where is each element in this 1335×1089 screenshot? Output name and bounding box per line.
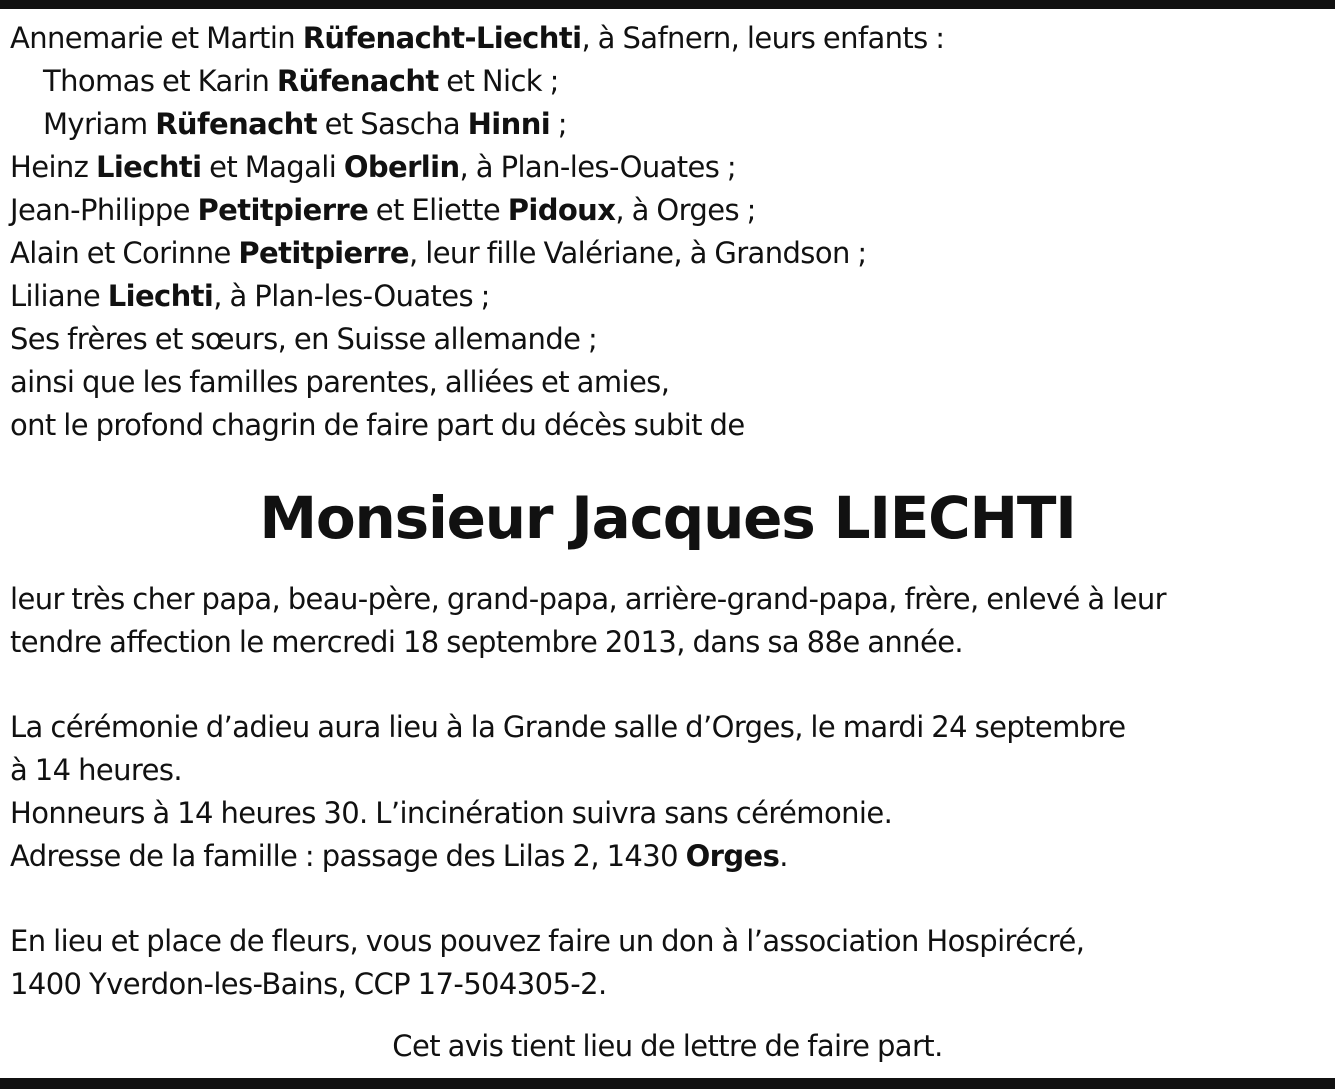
surname: Liechti — [107, 279, 214, 313]
surname: Pidoux — [507, 193, 616, 227]
text: Thomas et Karin — [43, 64, 277, 98]
bottom-border-rule — [0, 1078, 1335, 1089]
paragraph-gap — [10, 664, 1325, 706]
honours-line: Honneurs à 14 heures 30. L’incinération suivra sans cérémonie. — [10, 796, 893, 830]
text: Myriam — [43, 107, 156, 141]
surname: Petitpierre — [238, 236, 409, 270]
text: et Eliette — [368, 193, 508, 227]
death-details-line-1: leur très cher papa, beau-père, grand-papa, arrière-grand-papa, frère, enlevé à leur — [10, 582, 1166, 616]
family-line-1 — [10, 17, 1325, 60]
town: Orges — [685, 839, 780, 873]
surname: Hinni — [467, 107, 551, 141]
paragraph-gap — [10, 878, 1325, 920]
text: Alain et Corinne — [10, 236, 239, 270]
text: ; — [550, 107, 567, 141]
announcement-intro: ont le profond chagrin de faire part du décès subit de — [10, 408, 745, 442]
text: Heinz — [10, 150, 96, 184]
donation-line-1: En lieu et place de fleurs, vous pouvez faire un don à l’association Hospirécré, — [10, 924, 1085, 958]
family-line-5 — [10, 189, 1325, 232]
text: , leur fille Valériane, à Grandson ; — [409, 236, 867, 270]
family-line-2 — [10, 60, 1325, 103]
text: Liliane — [10, 279, 108, 313]
family-address-line — [10, 835, 1325, 878]
text: Adresse de la famille : passage des Lilas 2, 1430 — [10, 839, 686, 873]
surname: Rüfenacht — [276, 64, 439, 98]
surname: Petitpierre — [197, 193, 369, 227]
family-line-4 — [10, 146, 1325, 189]
ceremony-line-1: La cérémonie d’adieu aura lieu à la Grande salle d’Orges, le mardi 24 septembre — [10, 710, 1126, 744]
family-line-6 — [10, 232, 1325, 275]
top-border-rule — [0, 0, 1335, 9]
family-line-8: Ses frères et sœurs, en Suisse allemande ; — [10, 322, 598, 356]
announcement-body — [10, 578, 1325, 1006]
text: et Nick ; — [438, 64, 559, 98]
text: et Magali — [201, 150, 344, 184]
closing-note: Cet avis tient lieu de lettre de faire part. — [392, 1029, 943, 1063]
text: , à Safnern, leurs enfants : — [581, 21, 945, 55]
family-list — [10, 17, 1325, 447]
text: , à Plan-les-Ouates ; — [213, 279, 490, 313]
death-details-line-2: tendre affection le mercredi 18 septembre 2013, dans sa 88e année. — [10, 625, 964, 659]
ceremony-line-2: à 14 heures. — [10, 753, 182, 787]
deceased-name-heading: Monsieur Jacques LIECHTI — [259, 484, 1076, 552]
text: Jean-Philippe — [10, 193, 198, 227]
donation-line-2: 1400 Yverdon-les-Bains, CCP 17-504305-2. — [10, 967, 607, 1001]
text: Annemarie et Martin — [10, 21, 303, 55]
surname: Oberlin — [343, 150, 460, 184]
family-line-7 — [10, 275, 1325, 318]
text: , à Orges ; — [615, 193, 756, 227]
surname: Rüfenacht — [155, 107, 317, 141]
text: . — [779, 839, 788, 873]
family-line-9: ainsi que les familles parentes, alliées et amies, — [10, 365, 670, 399]
family-line-3 — [10, 103, 1325, 146]
text: et Sascha — [316, 107, 468, 141]
text: , à Plan-les-Ouates ; — [459, 150, 737, 184]
surname: Rüfenacht-Liechti — [302, 21, 582, 55]
surname: Liechti — [95, 150, 202, 184]
